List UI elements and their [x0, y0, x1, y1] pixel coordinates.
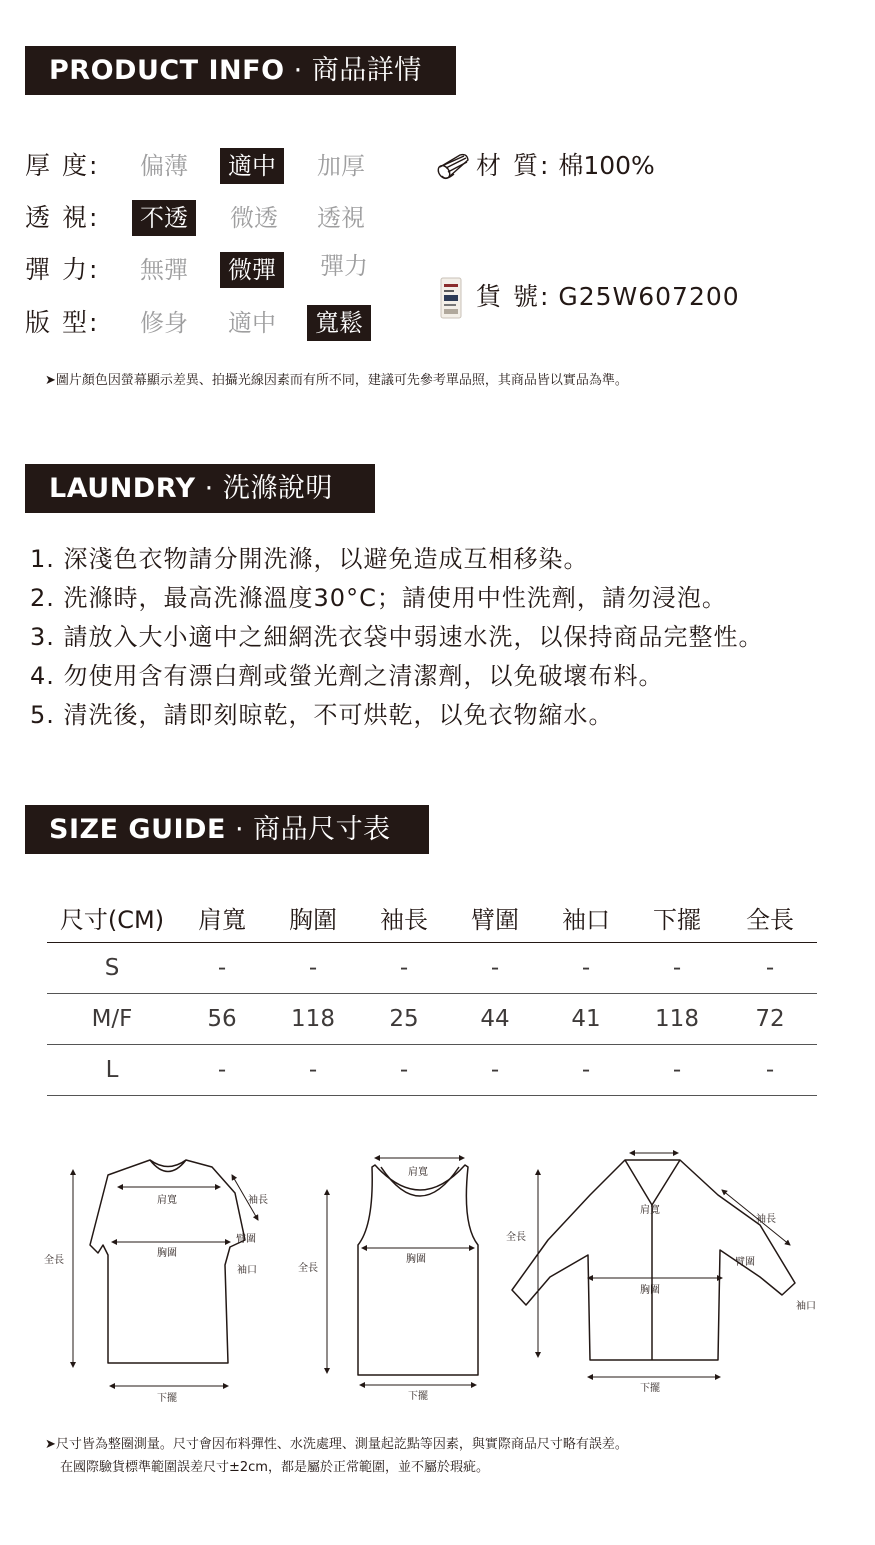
table-cell: - [723, 1044, 817, 1095]
banner-title-en: SIZE GUIDE [49, 814, 226, 845]
diagram-label: 臂圍 [735, 1257, 755, 1268]
list-item: 2. 洗滌時，最高洗滌溫度30°C；請使用中性洗劑，請勿浸泡。 [30, 584, 727, 612]
table-cell: - [631, 1044, 723, 1095]
banner-title-zh: 商品尺寸表 [253, 814, 391, 845]
attribute-option: 微透 [230, 204, 278, 232]
sku-info [476, 279, 740, 315]
table-cell: L [47, 1044, 177, 1095]
attribute-option-selected: 適中 [220, 148, 284, 184]
size-table [47, 893, 817, 1096]
diagram-label: 袖口 [237, 1265, 257, 1276]
table-header-row [47, 893, 817, 942]
table-cell: - [541, 942, 631, 993]
table-header: 肩寬 [177, 893, 267, 942]
attribute-option-selected: 微彈 [220, 252, 284, 288]
attribute-label: 透 視: [25, 203, 100, 232]
banner-title-zh: 商品詳情 [311, 55, 422, 86]
material-info [476, 148, 655, 184]
table-cell: - [177, 1044, 267, 1095]
tshirt-outline [90, 1160, 245, 1363]
banner-separator: · [284, 55, 312, 86]
sku-label: 貨 號: [476, 282, 551, 311]
diagram-label: 袖長 [756, 1214, 776, 1225]
attribute-option-selected: 寬鬆 [307, 305, 371, 341]
diagram-label: 臂圍 [236, 1234, 256, 1245]
table-header: 袖長 [359, 893, 449, 942]
attribute-label: 版 型: [25, 308, 100, 337]
diagram-label: 下擺 [157, 1393, 177, 1404]
table-row [47, 942, 817, 993]
diagram-label: 全長 [506, 1232, 526, 1243]
table-cell: M/F [47, 993, 177, 1044]
size-guide-banner [25, 805, 429, 854]
attribute-option: 無彈 [140, 256, 188, 284]
size-disclaimer-line1: ➤尺寸皆為整圈測量。尺寸會因布料彈性、水洗處理、測量起訖點等因素，與實際商品尺寸略有誤差。 [45, 1437, 628, 1452]
product-info-banner [25, 46, 456, 95]
table-cell: - [449, 942, 541, 993]
attribute-option: 修身 [140, 309, 188, 337]
table-header: 全長 [723, 893, 817, 942]
banner-title-en: LAUNDRY [49, 473, 196, 504]
attribute-row-elasticity [25, 252, 405, 288]
sku-value: G25W607200 [558, 282, 740, 311]
diagram-label: 肩寬 [640, 1205, 660, 1216]
table-header: 胸圍 [267, 893, 359, 942]
banner-title-zh: 洗滌說明 [222, 473, 333, 504]
table-header: 尺寸(CM) [47, 893, 177, 942]
table-cell: - [631, 942, 723, 993]
color-disclaimer: ➤圖片顏色因螢幕顯示差異、拍攝光線因素而有所不同，建議可先參考單品照，其商品皆以實品為準。 [45, 373, 628, 388]
attribute-option: 透視 [317, 204, 365, 232]
diagram-label: 下擺 [408, 1391, 428, 1402]
attribute-option-selected: 不透 [132, 200, 196, 236]
table-cell: 118 [631, 993, 723, 1044]
table-cell: - [449, 1044, 541, 1095]
attribute-row-thickness [25, 148, 405, 184]
table-row [47, 1044, 817, 1095]
banner-separator: · [195, 473, 223, 504]
diagram-label: 胸圍 [157, 1248, 177, 1259]
attribute-option: 偏薄 [140, 152, 188, 180]
table-cell: - [267, 1044, 359, 1095]
list-item: 1. 深淺色衣物請分開洗滌，以避免造成互相移染。 [30, 545, 589, 573]
diagram-label: 肩寬 [408, 1167, 428, 1178]
laundry-banner [25, 464, 375, 513]
table-cell: 56 [177, 993, 267, 1044]
table-cell: - [359, 1044, 449, 1095]
table-header: 下擺 [631, 893, 723, 942]
list-item: 5. 清洗後，請即刻晾乾，不可烘乾，以免衣物縮水。 [30, 701, 614, 729]
banner-title-en: PRODUCT INFO [49, 55, 285, 86]
table-cell: - [541, 1044, 631, 1095]
attribute-option: 加厚 [317, 152, 365, 180]
table-row [47, 993, 817, 1044]
banner-separator: · [225, 814, 254, 845]
diagram-label: 肩寬 [157, 1195, 177, 1206]
diagram-label: 全長 [298, 1263, 318, 1274]
table-cell: 25 [359, 993, 449, 1044]
attribute-row-transparency [25, 200, 405, 236]
list-item: 3. 請放入大小適中之細網洗衣袋中弱速水洗，以保持商品完整性。 [30, 623, 764, 651]
attribute-row-fit [25, 305, 405, 341]
diagram-label: 胸圍 [406, 1254, 426, 1265]
diagram-label: 胸圍 [640, 1285, 660, 1296]
table-cell: - [359, 942, 449, 993]
attribute-label: 彈 力: [25, 255, 100, 284]
diagram-label: 袖口 [796, 1301, 816, 1312]
table-cell: 118 [267, 993, 359, 1044]
attribute-label: 厚 度: [25, 151, 100, 180]
size-disclaimer-line2: 在國際驗貨標準範圍誤差尺寸±2cm，都是屬於正常範圍，並不屬於瑕疵。 [60, 1460, 489, 1475]
measurement-diagrams [0, 1145, 875, 1410]
table-cell: - [723, 942, 817, 993]
table-cell: 44 [449, 993, 541, 1044]
price-tag-icon [439, 276, 465, 320]
laundry-instructions [30, 540, 764, 735]
attribute-option: 彈力 [320, 252, 368, 280]
list-item: 4. 勿使用含有漂白劑或螢光劑之清潔劑，以免破壞布料。 [30, 662, 664, 690]
table-header: 臂圍 [449, 893, 541, 942]
material-value: 棉100% [558, 151, 655, 180]
table-cell: 41 [541, 993, 631, 1044]
diagram-label: 下擺 [640, 1383, 660, 1394]
fabric-roll-icon [436, 152, 472, 182]
table-cell: - [267, 942, 359, 993]
table-cell: - [177, 942, 267, 993]
table-cell: 72 [723, 993, 817, 1044]
material-label: 材 質: [476, 151, 551, 180]
diagram-label: 全長 [44, 1255, 64, 1266]
diagram-label: 袖長 [248, 1195, 268, 1206]
table-cell: S [47, 942, 177, 993]
attribute-option: 適中 [228, 309, 276, 337]
table-header: 袖口 [541, 893, 631, 942]
